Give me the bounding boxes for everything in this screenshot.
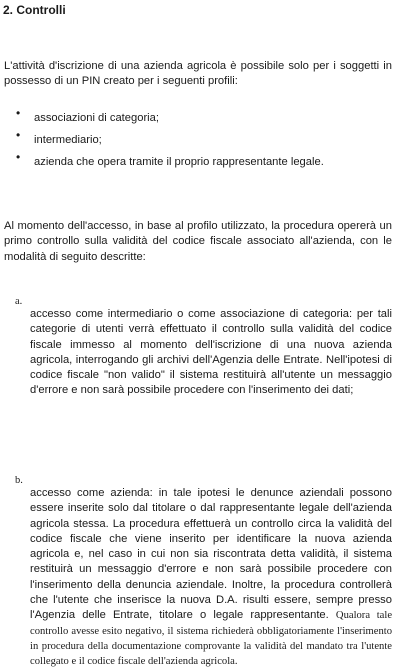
item-marker-a: a. [15, 296, 23, 307]
access-paragraph: Al momento dell'accesso, in base al profilo utilizzato, la procedura opererà un primo controllo sulla validità del codice fiscale associato all'azienda, con le modalità di seguito descritte: [4, 220, 392, 263]
list-item-text: intermediario; [34, 134, 102, 146]
item-b-main-text: accesso come azienda: in tale ipotesi le denunce aziendali possono essere inserite solo dal titolare o dal rappresentante legale dell'azienda agricola stessa. La procedura effettuerà un controllo circa la validità del codice fiscale che viene inserito per identificare la nuova azienda agricola e, nel caso in cui non sia riscontrata detta validità, il sistema restituirà un messaggio d'errore e non sarà possibile procedere con l'inserimento della denuncia aziendale. Inoltre, la procedura controllerà che l'utente che inserisce la nuova D.A. risulti essere, sempre presso l'Agenzia delle Entrate, titolare o legale rappresentante. [30, 487, 392, 622]
profile-list [12, 106, 392, 178]
item-b-text [30, 486, 392, 670]
list-item [12, 150, 392, 178]
item-b-serif-text: Qualora tale controllo avesse esito negativo, il sistema richiederà obbligatoriamente l'inserimento in procedura della documentazione comprovante la validità del mandato tra l'utente collegato e il codice fiscale dell'azienda agricola. [30, 610, 393, 668]
item-marker-b: b. [15, 475, 23, 486]
bullet-icon: • [16, 150, 21, 164]
list-item-text: associazioni di categoria; [34, 112, 159, 124]
intro-paragraph: L'attività d'iscrizione di una azienda agricola è possibile solo per i soggetti in possesso di un PIN creato per i seguenti profili: [4, 60, 392, 88]
list-item [12, 128, 392, 156]
list-item [12, 106, 392, 134]
bullet-icon: • [16, 128, 21, 142]
bullet-icon: • [16, 106, 21, 120]
section-heading: 2. Controlli [3, 3, 66, 17]
item-a-text: accesso come intermediario o come associazione di categoria: per tali categorie di utenti verrà effettuato il controllo sulla validità del codice fiscale immesso al momento dell'iscrizione di una nuova azienda agricola, interrogando gli archivi dell'Agenzia delle Entrate. Nell'ipotesi di codice fiscale "non valido" il sistema restituirà all'utente un messaggio d'errore e non sarà possibile procedere con l'inserimento dei dati; [30, 308, 392, 397]
list-item-text: azienda che opera tramite il proprio rappresentante legale. [34, 156, 324, 168]
